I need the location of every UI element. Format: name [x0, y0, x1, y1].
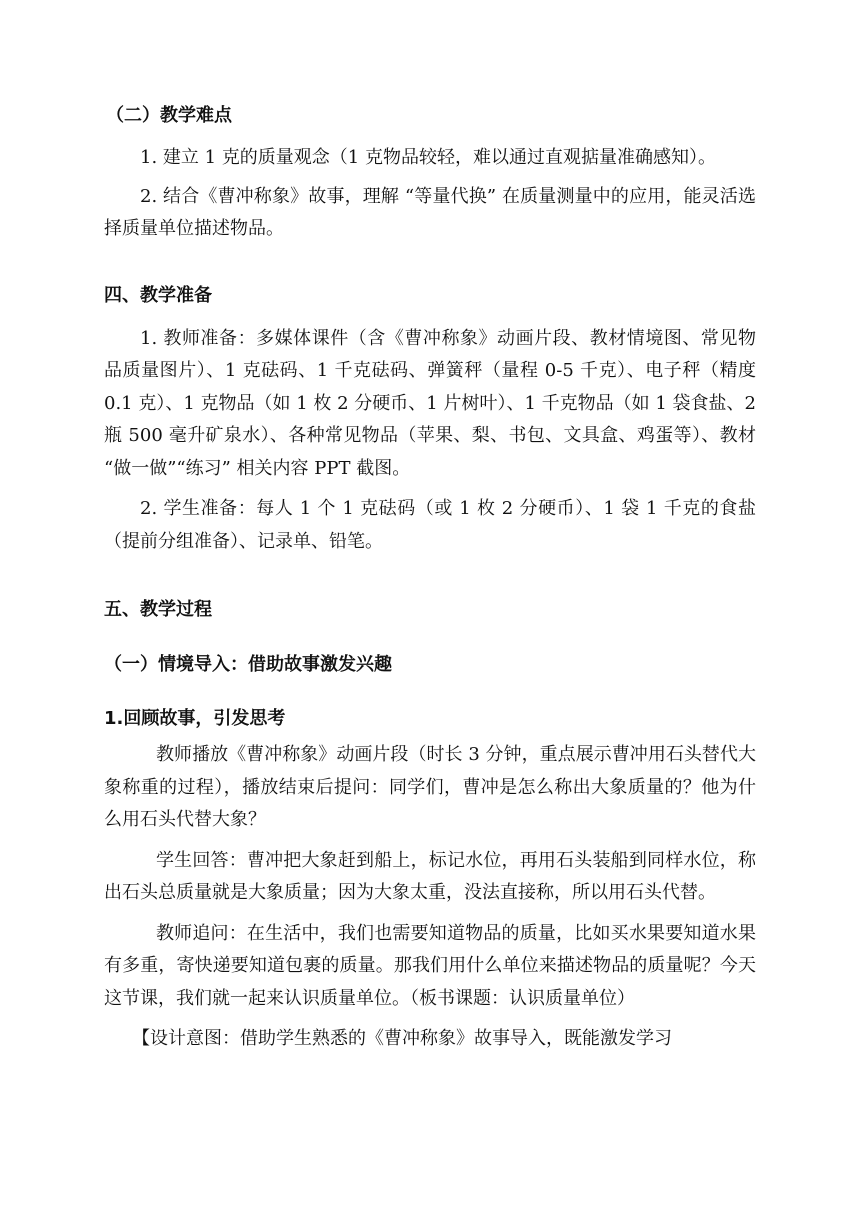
difficulty-item-1: 1. 建立 1 克的质量观念（1 克物品较轻，难以通过直观掂量准确感知）。 — [140, 147, 716, 168]
preparation-item-1: 1. 教师准备：多媒体课件（含《曹冲称象》动画片段、教材情境图、常见物品质量图片）、1 克砝码、1 千克砝码、弹簧秤（量程 0-5 千克）、电子秤（精度 0.1 克）、1 克物品（如 1 枚 2 分硬币、1 片树叶）、1 千克物品（如 1 袋食盐、2 瓶 500 毫升矿泉水）、各种常见物品（苹果、梨、书包、文具盒、鸡蛋等）、教材 “做一做”“练习” 相关内容 PPT 截图。 — [104, 327, 757, 479]
difficulty-item-2: 2. 结合《曹冲称象》故事，理解 “等量代换” 在质量测量中的应用，能灵活选择质量单位描述物品。 — [104, 185, 756, 239]
process-paragraph-3: 教师追问：在生活中，我们也需要知道物品的质量，比如买水果要知道水果有多重，寄快递要知道包裹的质量。那我们用什么单位来描述物品的质量呢？今天这节课，我们就一起来认识质量单位。（板书课题：认识质量单位） — [104, 922, 756, 1009]
heading-teaching-preparation: 四、教学准备 — [104, 284, 212, 306]
preparation-item-2: 2. 学生准备：每人 1 个 1 克砝码（或 1 枚 2 分硬币）、1 袋 1 千克的食盐（提前分组准备）、记录单、铅笔。 — [104, 498, 756, 552]
heading-review-story: 1.回顾故事，引发思考 — [104, 708, 286, 729]
heading-teaching-process: 五、教学过程 — [104, 599, 212, 620]
design-intent-note: 【设计意图：借助学生熟悉的《曹冲称象》故事导入，既能激发学习 — [132, 1028, 672, 1049]
document-content — [104, 104, 756, 1056]
heading-teaching-difficulty: （二）教学难点 — [106, 105, 232, 126]
process-paragraph-2: 学生回答：曹冲把大象赶到船上，标记水位，再用石头装船到同样水位，称出石头总质量就是大象质量；因为大象太重，没法直接称，所以用石头代替。 — [104, 849, 756, 903]
heading-situation-intro: （一）情境导入：借助故事激发兴趣 — [104, 654, 392, 675]
process-paragraph-1: 教师播放《曹冲称象》动画片段（时长 3 分钟，重点展示曹冲用石头替代大象称重的过程），播放结束后提问：同学们，曹冲是怎么称出大象质量的？他为什么用石头代替大象？ — [104, 744, 756, 830]
